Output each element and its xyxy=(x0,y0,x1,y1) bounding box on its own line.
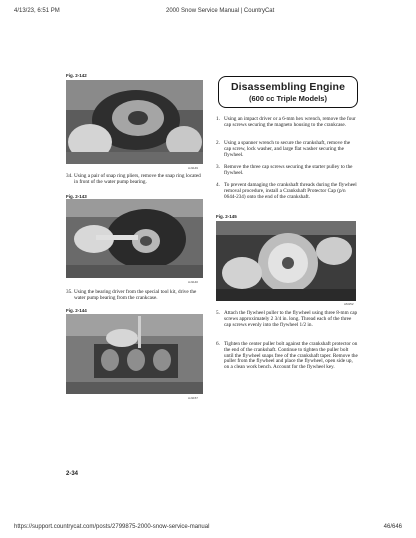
figure-photo-2-143 xyxy=(66,199,203,278)
step-34 xyxy=(66,174,204,186)
print-timestamp: 4/13/23, 6:51 PM xyxy=(14,8,60,14)
print-page-title: 2000 Snow Service Manual | CountryCat xyxy=(166,8,275,14)
step-text: Using a pair of snap ring pliers, remove the snap ring located in front of the water pump bearing. xyxy=(74,173,201,185)
print-page-counter: 46/646 xyxy=(383,524,402,530)
figure-label-2-144: Fig. 2-144 xyxy=(66,308,87,313)
section-title: Disassembling Engine xyxy=(230,81,346,93)
step-text: Remove the three cap screws securing the starter pulley to the flywheel. xyxy=(224,164,353,176)
step-text: To prevent damaging the crankshaft threads during the flywheel removal procedure, install a Crankshaft Protector Cap (p/n 0644-234) onto the end of the crankshaft. xyxy=(224,182,357,200)
step-2 xyxy=(216,141,358,158)
step-text: Using an impact driver or a 6-mm hex wrench, remove the four cap screws securing the magneto housing to the crankcase. xyxy=(224,116,356,128)
step-number: 3. xyxy=(216,164,220,170)
step-number: 2. xyxy=(216,140,220,146)
step-text: Using a spanner wrench to secure the crankshaft, remove the cap screw, lock washer, and large flat washer securing the flywheel. xyxy=(224,140,351,158)
step-number: 6. xyxy=(216,341,220,347)
step-text: Using the bearing driver from the special tool kit, drive the water pump bearing from the crankcase. xyxy=(74,289,197,301)
step-1 xyxy=(216,117,358,129)
step-6 xyxy=(216,342,358,371)
figure-code-2-144: AJ1157 xyxy=(188,396,198,400)
figure-label-2-142: Fig. 2-142 xyxy=(66,73,87,78)
figure-photo-2-145 xyxy=(216,221,356,301)
section-title-box xyxy=(218,76,358,108)
step-text: Attach the flywheel puller to the flywheel using three 8-mm cap screws approximately 2 3/4 in. long. Thread each of the three cap screws evenly into the flywheel 1/2 in. xyxy=(224,310,358,328)
figure-photo-2-142 xyxy=(66,80,203,164)
step-3 xyxy=(216,165,358,177)
step-4 xyxy=(216,183,358,200)
figure-label-2-143: Fig. 2-143 xyxy=(66,194,87,199)
figure-photo-2-144 xyxy=(66,314,203,394)
step-number: 1. xyxy=(216,116,220,122)
step-number: 4. xyxy=(216,182,220,188)
print-url: https://support.countrycat.com/posts/2799875-2000-snow-service-manual xyxy=(14,524,210,530)
step-number: 34. xyxy=(66,173,73,179)
figure-code-2-143: AJ1140 xyxy=(188,280,198,284)
section-subtitle: (600 cc Triple Models) xyxy=(249,94,327,103)
figure-code-2-142: AJ1149 xyxy=(188,166,198,170)
step-text: Tighten the center puller bolt against the crankshaft protector on the end of the crankshaft. Continue to tighten the puller bolt until the flywheel snaps free of the crankshaft taper. Remove the puller from the flywheel and place the flywheel, open side up, on a clean work bench. Account for the flywheel key. xyxy=(224,341,358,371)
step-5 xyxy=(216,311,358,328)
step-number: 35. xyxy=(66,289,73,295)
page-number: 2-34 xyxy=(66,471,79,477)
step-35 xyxy=(66,290,204,302)
step-number: 5. xyxy=(216,310,220,316)
figure-code-2-145: AM152 xyxy=(344,302,354,306)
figure-label-2-145: Fig. 2-145 xyxy=(216,214,237,219)
